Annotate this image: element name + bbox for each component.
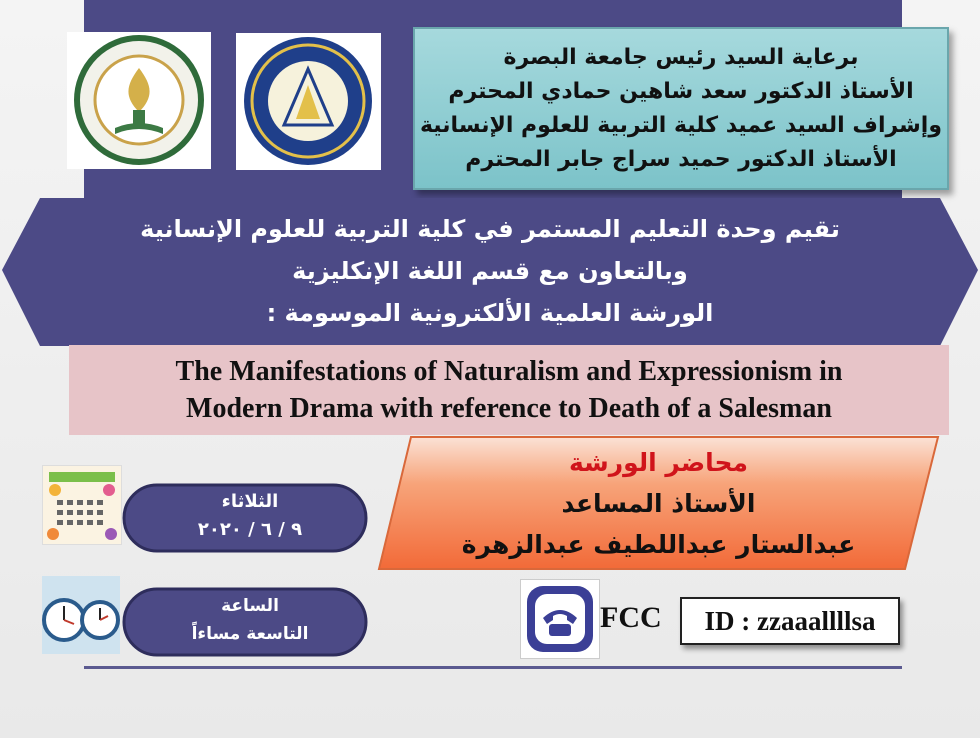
meeting-id-box: ID : zzaaallllsa	[680, 597, 900, 645]
university-of-basrah-logo	[236, 33, 381, 170]
fcc-label: FCC	[600, 601, 662, 634]
sponsorship-box	[413, 27, 949, 190]
lecturer-text-block	[377, 442, 940, 565]
fcc-phone-icon-box	[520, 579, 600, 659]
calendar-icon	[43, 466, 121, 544]
college-of-education-logo	[67, 32, 211, 169]
clock-thumbnail	[42, 576, 120, 654]
header-line-2: وبالتعاون مع قسم اللغة الإنكليزية	[292, 257, 688, 285]
header-line-1: تقيم وحدة التعليم المستمر في كلية التربية للعلوم الإنسانية	[140, 215, 840, 243]
workshop-title-line-1: The Manifestations of Naturalism and Expressionism in	[175, 356, 843, 387]
time-text-block	[150, 592, 350, 648]
time-value: التاسعة مساءاً	[191, 624, 309, 644]
bottom-divider	[84, 666, 902, 669]
date-text-block	[150, 488, 350, 544]
university-seal-icon	[236, 33, 381, 170]
lecturer-name: عبدالستار عبداللطيف عبدالزهرة	[461, 530, 856, 559]
date-value: ٩ / ٦ / ٢٠٢٠	[197, 519, 303, 540]
header-text-block	[0, 208, 980, 334]
workshop-title-line-2: Modern Drama with reference to Death of a Salesman	[186, 393, 832, 424]
college-seal-icon	[67, 32, 211, 169]
header-line-3: الورشة العلمية الألكترونية الموسومة :	[266, 299, 714, 327]
sponsor-line-1: برعاية السيد رئيس جامعة البصرة	[503, 44, 859, 70]
phone-icon	[521, 580, 599, 658]
time-label: الساعة	[221, 596, 279, 616]
lecturer-rank: الأستاذ المساعد	[561, 489, 756, 518]
sponsor-line-2: الأستاذ الدكتور سعد شاهين حمادي المحترم	[448, 78, 914, 104]
sponsor-line-3: وإشراف السيد عميد كلية التربية للعلوم الإنسانية	[419, 112, 943, 138]
sponsor-line-4: الأستاذ الدكتور حميد سراج جابر المحترم	[465, 146, 897, 172]
workshop-title-box	[69, 345, 949, 435]
lecturer-label: محاضر الورشة	[568, 448, 749, 477]
calendar-thumbnail	[42, 465, 122, 545]
date-day: الثلاثاء	[221, 491, 279, 512]
alarm-clock-icon	[42, 576, 120, 654]
